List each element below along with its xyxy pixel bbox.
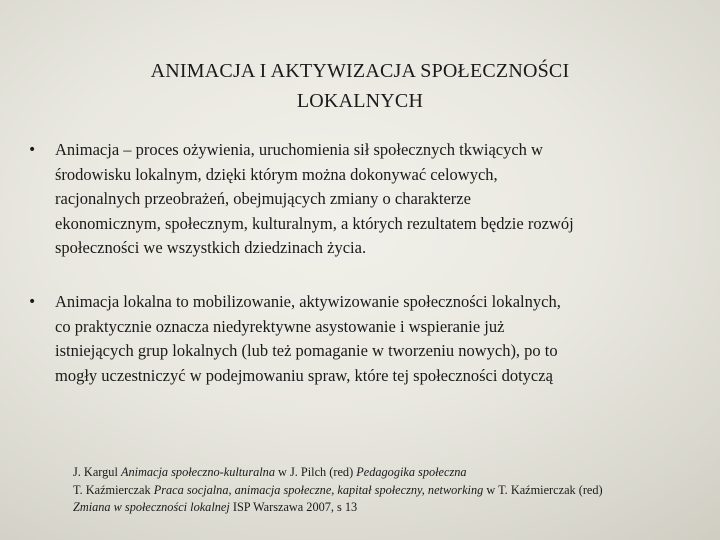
reference-kazmierczak-cont bbox=[73, 499, 703, 517]
ref-editor: w T. Kaźmierczak (red) bbox=[483, 482, 603, 497]
slide-title-line-1: ANIMACJA I AKTYWIZACJA SPOŁECZNOŚCI bbox=[150, 60, 570, 82]
bullet-icon: • bbox=[28, 142, 37, 158]
bullet-text bbox=[55, 290, 690, 388]
bullet-line: środowisku lokalnym, dzięki którym można dokonywać celowych, bbox=[55, 164, 498, 184]
bullet-item-animation bbox=[28, 138, 698, 261]
bullet-line: społeczności we wszystkich dziedzinach życia. bbox=[55, 238, 367, 257]
ref-title: Praca socjalna, animacja społeczne, kapitał społeczny, networking bbox=[153, 482, 484, 497]
ref-author: T. Kaźmierczak bbox=[73, 482, 154, 497]
ref-source: Zmiana w społeczności lokalnej bbox=[73, 500, 230, 514]
bullet-line: co praktycznie oznacza niedyrektywne asystowanie i wspieranie już bbox=[55, 316, 505, 336]
bullet-icon: • bbox=[28, 294, 37, 310]
bullet-line: istniejących grup lokalnych (lub też pomaganie w tworzeniu nowych), po to bbox=[55, 341, 558, 360]
bullet-text bbox=[55, 138, 690, 261]
ref-editor: w J. Pilch (red) bbox=[274, 465, 357, 479]
reference-kargul bbox=[73, 464, 703, 482]
slide-title bbox=[60, 56, 660, 116]
ref-source: Pedagogika społeczna bbox=[356, 465, 467, 479]
references bbox=[73, 464, 703, 517]
bullet-line: Animacja lokalna to mobilizowanie, aktywizowanie społeczności lokalnych, bbox=[55, 292, 561, 311]
reference-kazmierczak bbox=[73, 482, 703, 500]
bullet-line: ekonomicznym, społecznym, kulturalnym, a których rezultatem będzie rozwój bbox=[55, 213, 574, 233]
bullet-line: mogły uczestniczyć w podejmowaniu spraw, które tej społeczności dotyczą bbox=[55, 365, 553, 385]
bullet-line: Animacja – proces ożywienia, uruchomienia sił społecznych tkwiących w bbox=[55, 140, 543, 159]
bullet-line: racjonalnych przeobrażeń, obejmujących zmiany o charakterze bbox=[55, 189, 471, 208]
ref-author: J. Kargul bbox=[73, 465, 121, 479]
bullet-item-local-animation bbox=[28, 290, 698, 388]
ref-publisher: ISP Warszawa 2007, s 13 bbox=[229, 500, 358, 514]
ref-title: Animacja społeczno-kulturalna bbox=[120, 465, 275, 479]
slide-title-line-2: LOKALNYCH bbox=[296, 90, 424, 112]
